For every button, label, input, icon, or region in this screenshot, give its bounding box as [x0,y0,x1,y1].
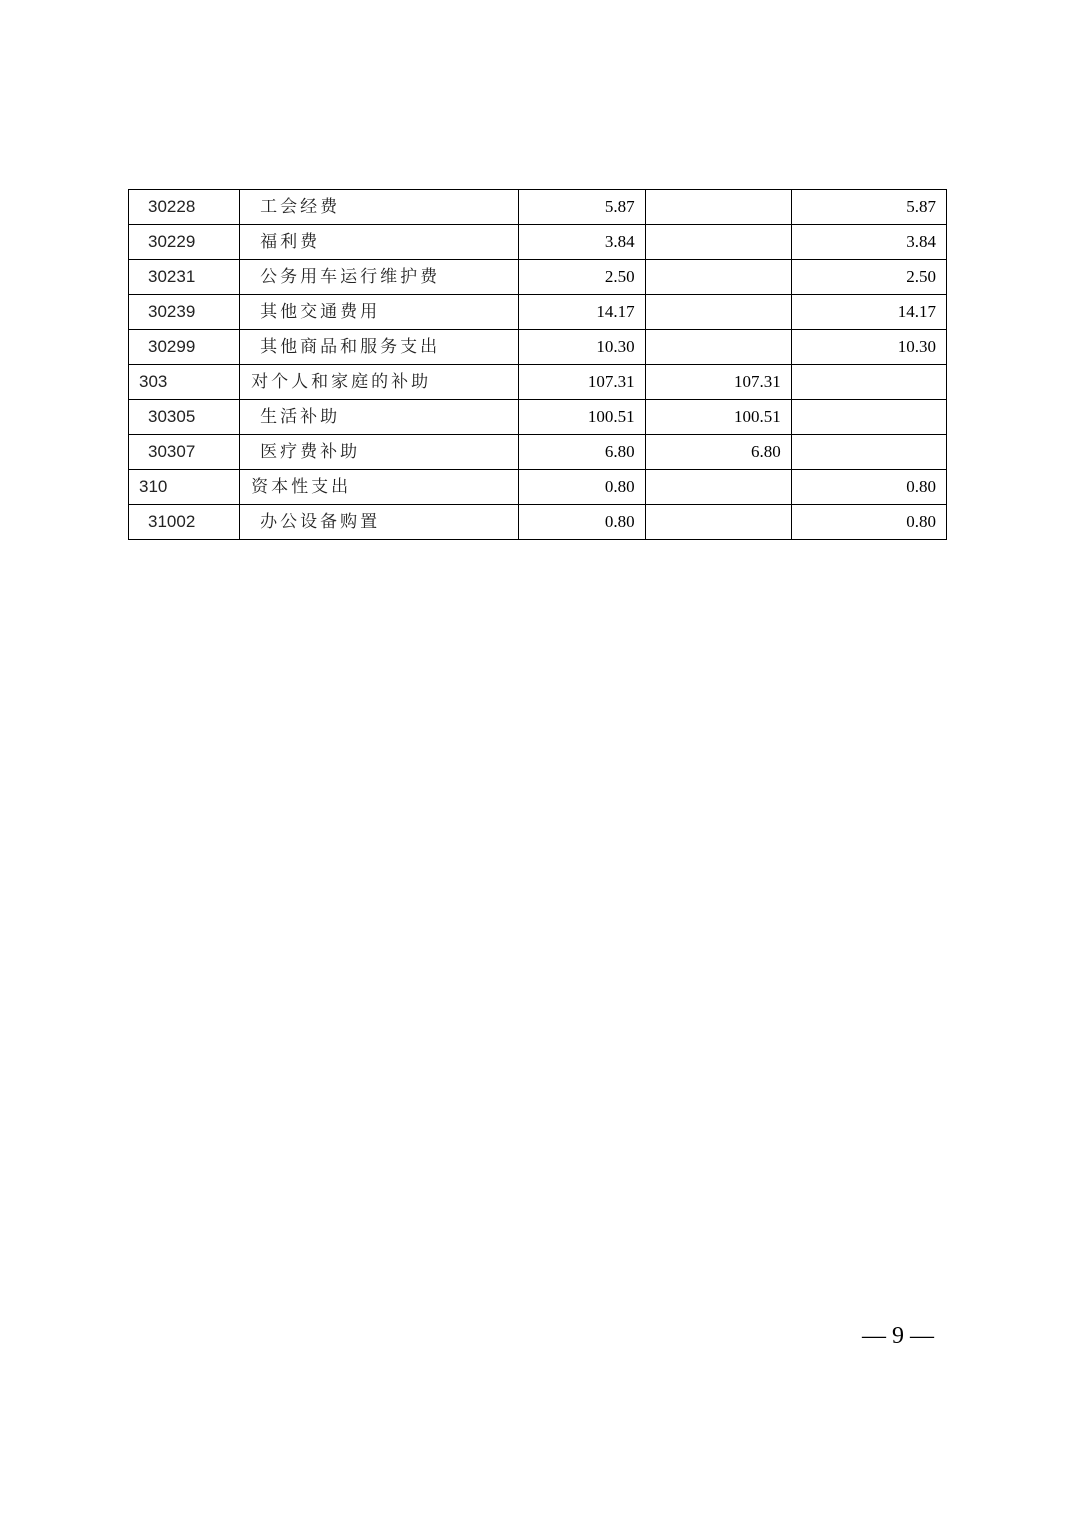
table-row [129,330,947,365]
economic-code-cell: 30305 [129,400,240,435]
total-amount-cell: 0.80 [519,505,645,540]
total-amount-cell: 107.31 [519,365,645,400]
table-row [129,505,947,540]
page-number: — 9 — [862,1323,934,1349]
item-name-cell: 其他交通费用 [240,295,519,330]
total-amount-cell: 6.80 [519,435,645,470]
item-name-cell: 对个人和家庭的补助 [240,365,519,400]
total-amount-cell: 5.87 [519,190,645,225]
economic-code-cell: 30239 [129,295,240,330]
total-amount-cell: 14.17 [519,295,645,330]
item-name-cell: 办公设备购置 [240,505,519,540]
personnel-amount-cell: 6.80 [645,435,791,470]
public-amount-cell: 0.80 [791,505,946,540]
economic-code-cell: 30307 [129,435,240,470]
total-amount-cell: 2.50 [519,260,645,295]
personnel-amount-cell [645,470,791,505]
personnel-amount-cell [645,295,791,330]
table-row [129,225,947,260]
item-name-cell: 福利费 [240,225,519,260]
personnel-amount-cell: 107.31 [645,365,791,400]
table-row [129,260,947,295]
public-amount-cell: 5.87 [791,190,946,225]
economic-code-cell: 303 [129,365,240,400]
economic-code-cell: 30231 [129,260,240,295]
item-name-cell: 工会经费 [240,190,519,225]
public-amount-cell: 10.30 [791,330,946,365]
economic-code-cell: 310 [129,470,240,505]
table-row [129,435,947,470]
table-row [129,295,947,330]
table-body [129,190,947,540]
personnel-amount-cell [645,260,791,295]
budget-expenditure-table [128,189,947,540]
total-amount-cell: 0.80 [519,470,645,505]
table-row [129,365,947,400]
personnel-amount-cell [645,190,791,225]
total-amount-cell: 100.51 [519,400,645,435]
public-amount-cell: 3.84 [791,225,946,260]
table-row [129,470,947,505]
public-amount-cell [791,435,946,470]
public-amount-cell: 0.80 [791,470,946,505]
item-name-cell: 资本性支出 [240,470,519,505]
personnel-amount-cell [645,505,791,540]
total-amount-cell: 3.84 [519,225,645,260]
item-name-cell: 公务用车运行维护费 [240,260,519,295]
public-amount-cell [791,400,946,435]
personnel-amount-cell [645,330,791,365]
item-name-cell: 其他商品和服务支出 [240,330,519,365]
economic-code-cell: 30228 [129,190,240,225]
public-amount-cell: 2.50 [791,260,946,295]
table-row [129,190,947,225]
economic-code-cell: 30299 [129,330,240,365]
public-amount-cell [791,365,946,400]
economic-code-cell: 30229 [129,225,240,260]
total-amount-cell: 10.30 [519,330,645,365]
public-amount-cell: 14.17 [791,295,946,330]
item-name-cell: 医疗费补助 [240,435,519,470]
personnel-amount-cell [645,225,791,260]
economic-code-cell: 31002 [129,505,240,540]
personnel-amount-cell: 100.51 [645,400,791,435]
table-row [129,400,947,435]
item-name-cell: 生活补助 [240,400,519,435]
